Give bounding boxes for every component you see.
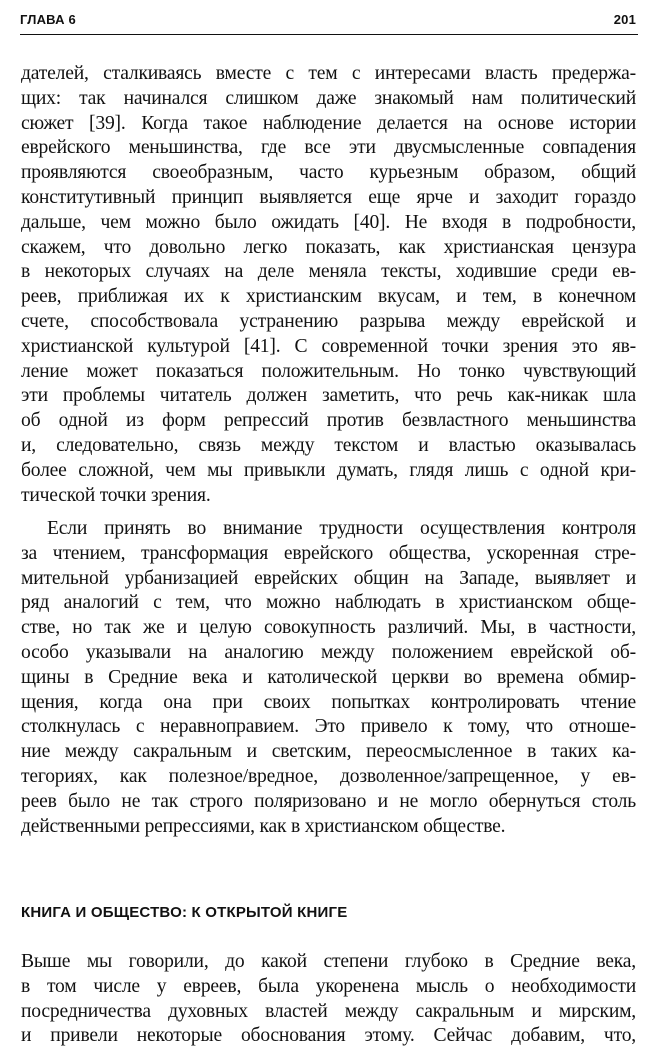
page-number: 201 xyxy=(613,12,636,27)
text-line: тической точки зрения. xyxy=(21,484,211,506)
text-line: Выше мы говорили, до какой степени глубоко в Средние века, xyxy=(21,951,636,972)
text-line: дальше, чем можно было ожидать [40]. Не входя в подробности, xyxy=(21,211,636,233)
text-line: ление может показаться положительным. Но тонко чувствующий xyxy=(21,360,636,382)
text-line: мительной урбанизацией еврейских общин на Западе, выявляет и xyxy=(21,567,636,589)
text-line: ние между сакральным и светским, переосмысленное в таких ка- xyxy=(21,741,636,763)
text-line: и, следовательно, связь между текстом и властью оказывалась xyxy=(21,434,636,456)
text-line: Если принять во внимание трудности осуществления контроля xyxy=(47,518,636,539)
text-line: тегориях, как полезное/вредное, дозволенное/запрещенное, у ев- xyxy=(21,765,636,787)
text-line: и привели некоторые обоснования этому. Сейчас добавим, что, xyxy=(21,1025,636,1047)
running-header xyxy=(20,12,638,34)
text-line: христианской культурой [41]. С современной точки зрения это яв- xyxy=(21,335,636,357)
section-heading: КНИГА И ОБЩЕСТВО: К ОТКРЫТОЙ КНИГЕ xyxy=(21,904,348,921)
text-line: счете, способствовала устранению разрыва между еврейской и xyxy=(21,310,636,332)
text-line: в том числе у евреев, была укоренена мысль о необходимости xyxy=(21,975,636,997)
text-line: конститутивный принцип выявляется еще ярче и заходит гораздо xyxy=(21,186,636,208)
text-line: особо указывали на аналогию между положением еврейской об- xyxy=(21,641,636,663)
section-paragraph xyxy=(21,950,636,1049)
text-line: реев, приближая их к христианским вкусам, и тем, в конечном xyxy=(21,286,636,308)
text-line: щения, когда она при своих попытках контролировать чтение xyxy=(21,691,636,713)
text-line: реев было не так строго поляризовано и не могло обернуться столь xyxy=(21,790,636,812)
text-line: за чтением, трансформация еврейского общества, ускоренная стре- xyxy=(21,542,636,564)
text-line: дателей, сталкиваясь вместе с тем с интересами власть предержа- xyxy=(21,63,636,84)
text-line: эти проблемы читатель должен заметить, что речь как-никак шла xyxy=(21,385,636,407)
text-line: проявляются своеобразным, часто курьезным образом, общий xyxy=(21,162,636,184)
text-line: действенными репрессиями, как в христианском обществе. xyxy=(21,815,506,837)
text-line: ряд аналогий с тем, что можно наблюдать в христианском обще- xyxy=(21,592,636,614)
text-line: посредничества духовных властей между сакральным и мирским, xyxy=(21,1000,636,1022)
text-line: об одной из форм репрессий против безвластного меньшинства xyxy=(21,410,636,432)
text-line: щины в Средние века и католической церкви во времена обмир- xyxy=(21,666,636,688)
paragraph-1 xyxy=(21,62,636,508)
text-line: в некоторых случаях на деле меняла тексты, ходившие среди ев- xyxy=(21,261,636,283)
text-line: щих: так начинался слишком даже знакомый нам политический xyxy=(21,87,636,109)
text-line: скажем, что довольно легко показать, как христианская цензура xyxy=(21,236,636,258)
text-line: сюжет [39]. Когда такое наблюдение делается на основе истории xyxy=(21,112,636,134)
paragraph-2 xyxy=(21,517,636,839)
chapter-label: ГЛАВА 6 xyxy=(20,12,76,27)
text-line: еврейского меньшинства, где все эти двусмысленные совпадения xyxy=(21,137,636,159)
text-line: стве, но так же и целую совокупность различий. Мы, в частности, xyxy=(21,617,636,639)
text-line: столкнулась с неравноправием. Это привело к тому, что отноше- xyxy=(21,716,636,738)
header-rule xyxy=(20,34,638,35)
text-line: более сложной, чем мы привыкли думать, глядя лишь с одной кри- xyxy=(21,459,636,481)
